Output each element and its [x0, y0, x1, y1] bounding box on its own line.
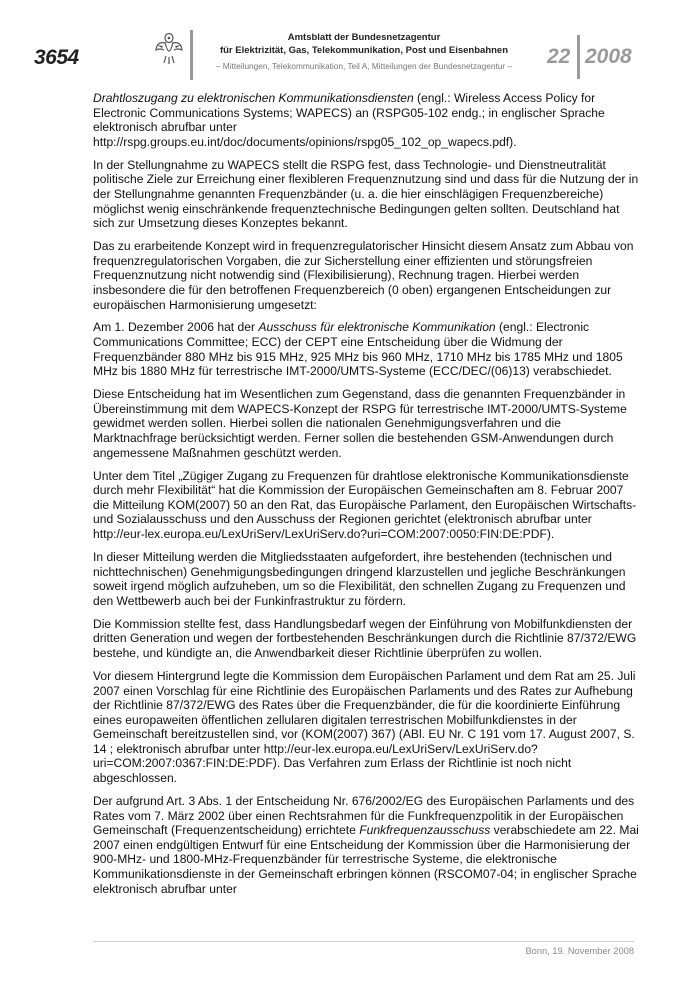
footer-divider: [93, 941, 634, 942]
body-text: [93, 91, 641, 905]
masthead-title: Amtsblatt der Bundesnetzagentur: [287, 32, 441, 43]
footer-date: Bonn, 19. November 2008: [525, 946, 634, 956]
paragraph-2: In der Stellungnahme zu WAPECS stellt die RSPG fest, dass Technologie- und Dienstneutralität politische Ziele zur Erreichung einer flexibleren Frequenznutzung sind und dass für die Nutzung der in der Stellungnahme genannten Frequenzbänder (u. a. die hier einschlägigen Frequenzbereiche) möglichst wenig einschränkende frequenztechnische Bedingungen gelten sollten. Deutschland hat sich zur Umsetzung dieses Konzeptes bekannt.: [93, 157, 639, 231]
paragraph-text: verabschiedete am 22. Mai 2007 einen endgültigen Entwurf für eine Entscheidung der Kommission über die Harmonisierung der 900-MHz- und 1800-MHz-Frequenzbänder für terrestrische Systeme, die elektronische Kommunikationsdienste in der Gemeinschaft erbringen können (RSCOM07-04; in englischer Sprache elektronisch abrufbar unter: [93, 823, 639, 896]
emphasis: Funkfrequenzausschuss: [359, 823, 491, 838]
emphasis: Ausschuss für elektronische Kommunikation: [258, 320, 496, 335]
emphasis: Drahtloszugang zu elektronischen Kommunikationsdiensten: [93, 91, 414, 105]
paragraph-1: [93, 91, 641, 149]
paragraph-5: Diese Entscheidung hat im Wesentlichen zum Gegenstand, dass die genannten Frequenzbänder in Übereinstimmung mit dem WAPECS-Konzept der RSPG für terrestrische IMT-2000/UMTS-Systeme gewidmet werden sollen. Hierbei sollen die nationalen Genehmigungsverfahren und die Marktnachfrage berücksichtigt werden. Ferner sollen die bestehenden GSM-Anwendungen durch angemessene Maßnahmen geschützt werden.: [93, 387, 627, 460]
paragraph-text: (engl.: Wireless Access Policy for Electronic Communications Systems; WAPECS) an (RSPG05-102 endg.; in englischer Sprache elektronisch abrufbar unter http://rspg.groups.eu.int/doc/documents/opinions/rspg05_102_op_wapecs.pdf).: [93, 91, 605, 149]
paragraph-text: Der aufgrund Art. 3 Abs. 1 der Entscheidung Nr. 676/2002/EG des Europäischen Parlaments und des Rates vom 7. März 2002 über einen Rechtsrahmen für die Funkfrequenzpolitik in der Europäischen Gemeinschaft (Frequenzentscheidung) errichtete: [93, 794, 635, 838]
page-number: 3654: [34, 46, 79, 69]
issue-year: 2008: [585, 45, 632, 68]
paragraph-9: Vor diesem Hintergrund legte die Kommission dem Europäischen Parlament und dem Rat am 25. Juli 2007 einen Vorschlag für eine Richtlinie des Europäischen Parlaments und des Rates zur Aufhebung der Richtlinie 87/372/EWG des Rates über die Frequenzbänder, die für die koordinierte Einführung eines europaweiten öffentlichen zellularen digitalen terrestrischen Mobilfunkdienstes in der Gemeinschaft bereitzustellen sind, vor (KOM(2007) 367) (ABl. EU Nr. C 191 vom 17. August 2007, S. 14 ; elektronisch abrufbar unter http://eur-lex.europa.eu/LexUriServ/LexUriServ.do?uri=COM:2007:0367:FIN:DE:PDF). Das Verfahren zum Erlass der Richtlinie ist noch nicht abgeschlossen.: [93, 668, 636, 786]
paragraph-text: Am 1. Dezember 2006 hat der: [93, 320, 259, 335]
paragraph-10: [93, 794, 641, 896]
masthead-title-line2: für Elektrizität, Gas, Telekommunikation, Post und Eisenbahnen: [219, 44, 509, 56]
paragraph-7: In dieser Mitteilung werden die Mitgliedsstaaten aufgefordert, ihre bestehenden (technischen und nichttechnischen) Genehmigungsbedingungen dringend klarzustellen und jegliche Beschränkungen soweit irgend möglich aufzuheben, um so die Flexibilität, den schnellen Zugang zu Frequenzen und den Wettbewerb auch bei der Funkinfrastruktur zu fördern.: [93, 549, 626, 608]
paragraph-6: Unter dem Titel „Zügiger Zugang zu Frequenzen für drahtlose elektronische Kommunikationsdienste durch mehr Flexibilität“ hat die Kommission der Europäischen Gemeinschaften am 8. Februar 2007 die Mitteilung KOM(2007) 50 an den Rat, das Europäische Parlament, den Europäischen Wirtschafts- und Sozialausschuss und den Ausschuss der Regionen gerichtet (elektronisch abrufbar unter http://eur-lex.europa.eu/LexUriServ/LexUriServ.do?uri=COM:2007:0050:FIN:DE:PDF).: [93, 468, 637, 541]
paragraph-4: [93, 320, 641, 378]
paragraph-3: Das zu erarbeitende Konzept wird in frequenzregulatorischer Hinsicht diesem Ansatz zum Abbau von frequenzregulatorischen Vorgaben, die zur Sicherstellung einer effizienten und störungsfreien Frequenznutzung nicht notwendig sind (Flexibilisierung), Rechnung tragen. Hierbei werden insbesondere die für den betroffenen Frequenzbereich (0 oben) ergangenen Entscheidungen zur europäischen Harmonisierung umgesetzt:: [93, 239, 634, 312]
paragraph-text: (engl.: Electronic Communications Committee; ECC) der CEPT eine Entscheidung über die Widmung der Frequenzbänder 880 MHz bis 915 MHz, 925 MHz bis 960 MHz, 1710 MHz bis 1785 MHz und 1805 MHz bis 1880 MHz für terrestrische IMT-2000/UMTS-Systeme (ECC/DEC/(06)13) verabschiedet.: [93, 320, 623, 379]
issue-divider: [577, 35, 580, 79]
paragraph-8: Die Kommission stellte fest, dass Handlungsbedarf wegen der Einführung von Mobilfunkdiensten der dritten Generation und wegen der fortbestehenden Beschränkungen durch die Richtlinie 87/372/EWG bestehe, und kündigte an, die Anwendbarkeit dieser Richtlinie überprüfen zu wollen.: [93, 616, 637, 660]
federal-eagle-icon: [154, 30, 184, 66]
issue-number: 22: [547, 45, 571, 68]
masthead-subtitle: – Mitteilungen, Telekommunikation, Teil A, Mitteilungen der Bundesnetzagentur –: [215, 61, 513, 71]
masthead: [196, 32, 532, 73]
header-divider: [190, 30, 193, 80]
